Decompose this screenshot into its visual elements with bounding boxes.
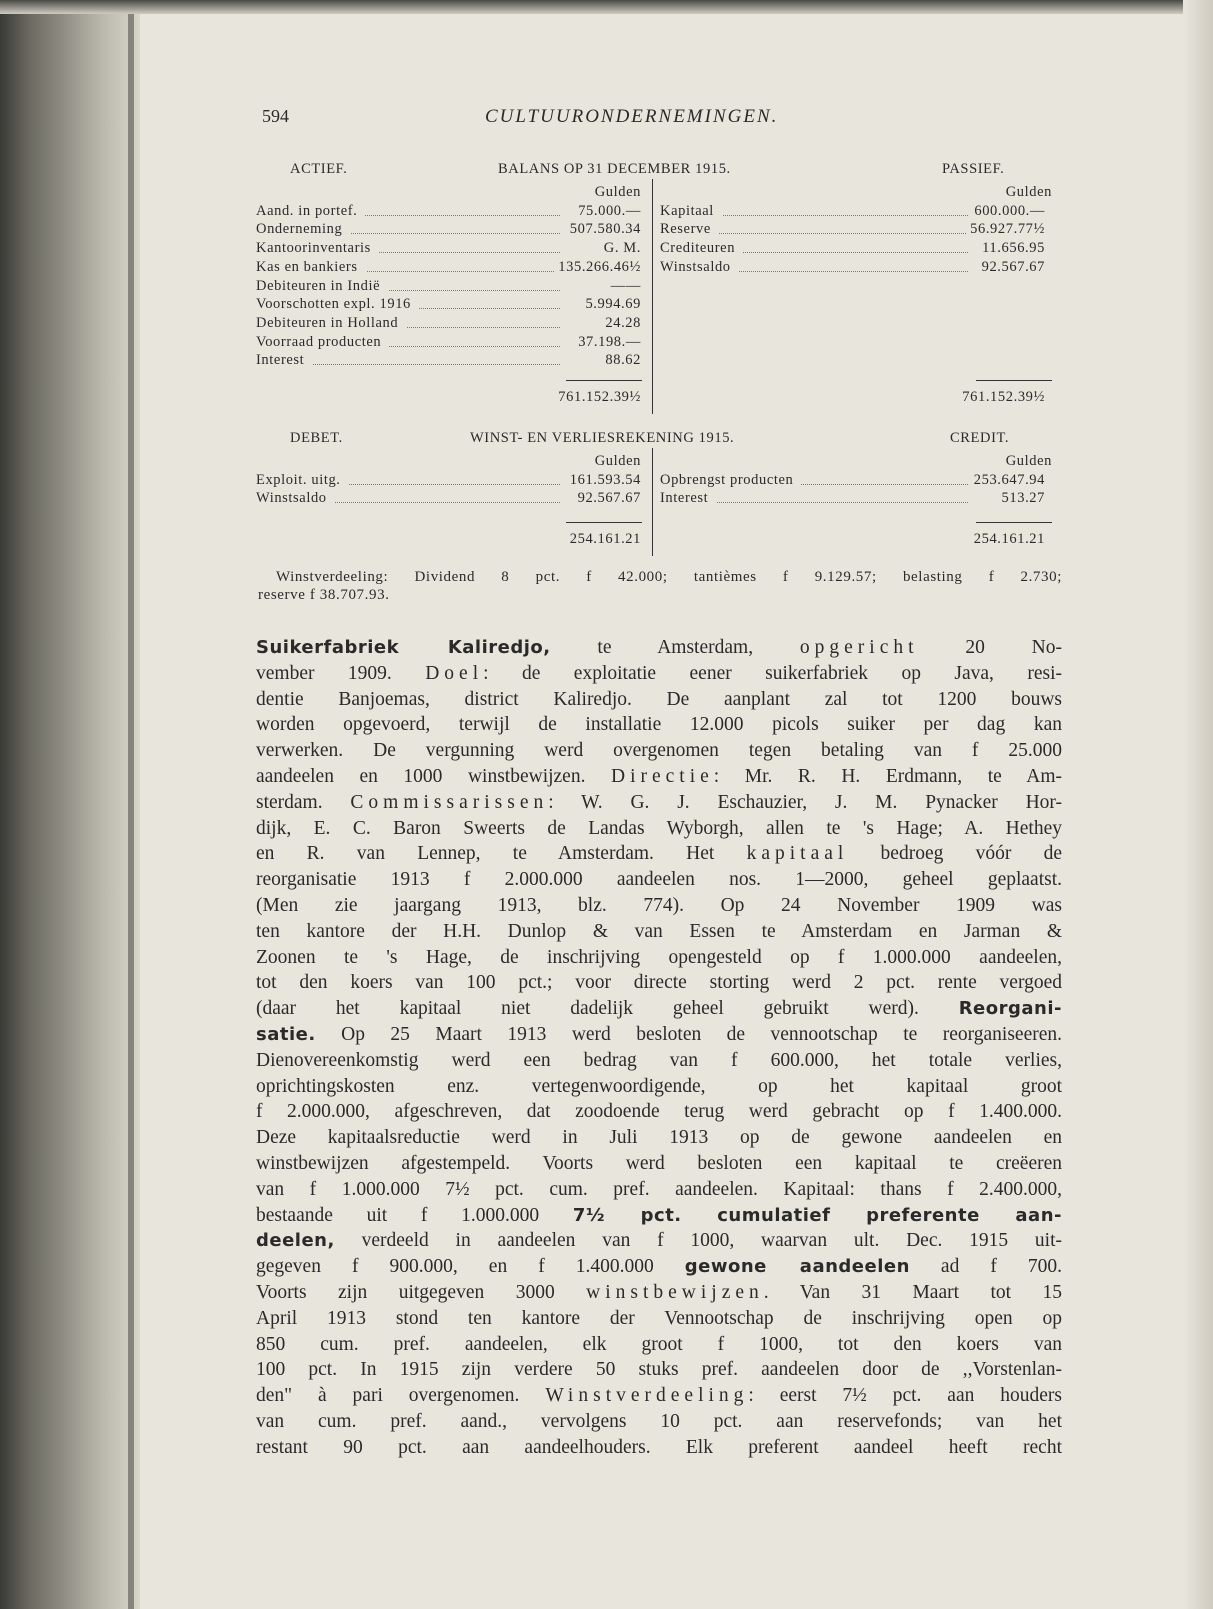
text-segment: Voorts zijn uitgegeven 3000 [256, 1281, 587, 1303]
page-edge [128, 0, 134, 1609]
balance-title: BALANS OP 31 DECEMBER 1915. [498, 161, 731, 177]
profit_loss-right-heading: CREDIT. [950, 430, 1010, 446]
text-segment: van cum. pref. aand., vervolgens 10 pct. aan reservefonds; van het [256, 1410, 1062, 1432]
profit_loss-right-total: 254.161.21 [973, 531, 1045, 547]
profit_loss-title: WINST- EN VERLIESREKENING 1915. [470, 430, 735, 446]
profit_loss-left-currency: Gulden [594, 453, 641, 469]
text-segment: Zoonen te 's Hage, de inschrijving opengesteld op f 1.000.000 aandeelen, [256, 946, 1062, 968]
article-line [256, 919, 1062, 945]
balance-right-heading: PASSIEF. [942, 161, 1005, 177]
balance-row-label: Debiteuren in Holland [256, 314, 406, 333]
balance-row-label: Onderneming [256, 220, 350, 239]
text-segment: worden opgevoerd, terwijl de installatie 12.000 picols suiker per dag kan [256, 714, 1062, 736]
balance-row-value: 92.567.67 [978, 258, 1045, 277]
balance-row-value: 135.266.46½ [554, 258, 641, 277]
text-segment: Deze kapitaalsreductie werd in Juli 1913 op de gewone aandeelen en [256, 1127, 1062, 1149]
balance-row-value: 5.994.69 [581, 295, 641, 314]
text-segment: aandeelen en 1000 winstbewijzen. [256, 765, 611, 787]
text-segment: (Men zie jaargang 1913, blz. 774). Op 24 November 1909 was [256, 894, 1062, 916]
profit_loss-row-value: 92.567.67 [574, 489, 641, 508]
article-line [256, 1177, 1062, 1203]
text-segment: 100 pct. In 1915 zijn verdere 50 stuks pref. aandeelen door de ,,Vorstenlan- [256, 1359, 1062, 1381]
text-segment: dijk, E. C. Baron Sweerts de Landas Wyborgh, allen te 's Hage; A. Hethey [256, 817, 1062, 839]
balance-row-value: 507.580.34 [566, 220, 641, 239]
spaced-term: winstbewijzen [586, 1281, 764, 1303]
balance-row-value: 37.198.— [574, 333, 641, 352]
balance-row-label: Interest [256, 351, 312, 370]
text-segment: Op 25 Maart 1913 werd besloten de vennootschap te reorganiseeren. [315, 1023, 1062, 1045]
text-segment: gegeven f 900.000, en f 1.400.000 [256, 1256, 685, 1278]
spaced-term: opgericht [799, 637, 919, 658]
profit-distribution-line: Winstverdeeling: Dividend 8 pct. f 42.000; tantièmes f 9.129.57; belasting f 2.730; [276, 569, 1062, 585]
book-spine [0, 0, 140, 1609]
balance-row-label: Kas en bankiers [256, 258, 366, 277]
article-line [256, 816, 1062, 842]
article-line [256, 1125, 1062, 1151]
text-segment: : W. G. J. Eschauzier, J. M. Pynacker Hor- [548, 791, 1063, 813]
article-line [256, 893, 1062, 919]
profit_loss-column-divider [652, 448, 653, 556]
profit_loss-row-label: Winstsaldo [256, 489, 335, 508]
article-line [256, 1306, 1062, 1332]
text-segment: : eerst 7½ pct. aan houders [748, 1385, 1062, 1407]
text-segment: f 2.000.000, afgeschreven, dat zoodoende terug werd gebracht op f 1.400.000. [256, 1101, 1062, 1123]
balance-row-label: Voorraad producten [256, 333, 389, 352]
article-line [256, 738, 1062, 764]
article-line [256, 635, 1062, 661]
article-line [256, 687, 1062, 713]
text-segment: te Amsterdam, [550, 637, 800, 658]
article-line [256, 1357, 1062, 1383]
scan-right-edge [1183, 0, 1213, 1609]
text-segment: . Van 31 Maart tot 15 [763, 1281, 1062, 1303]
article-body [256, 635, 1062, 1461]
text-segment: vember 1909. [256, 662, 426, 684]
balance-row-value: —— [607, 277, 641, 296]
balance-row-label: Winstsaldo [660, 258, 739, 277]
profit-distribution [258, 568, 1062, 604]
article-line [256, 1254, 1062, 1280]
article-line [256, 1203, 1062, 1229]
text-segment: : de exploitatie eener suikerfabriek op Java, resi- [483, 662, 1062, 684]
balance-row-label: Reserve [660, 220, 719, 239]
article-line [256, 712, 1062, 738]
article-line [256, 1074, 1062, 1100]
article-line [256, 945, 1062, 971]
article-line [256, 1383, 1062, 1409]
balance-row-value: 56.927.77½ [966, 220, 1045, 239]
profit_loss-row-value: 513.27 [998, 489, 1045, 508]
page-number: 594 [262, 106, 289, 126]
text-segment: bestaande uit f 1.000.000 [256, 1204, 573, 1226]
text-segment: Dienovereenkomstig werd een bedrag van f 600.000, het totale verlies, [256, 1049, 1062, 1071]
profit_loss-left-total: 254.161.21 [569, 531, 641, 547]
bold-term: gewone aandeelen [684, 1256, 910, 1278]
text-segment: April 1913 stond ten kantore der Vennootschap de inschrijving open op [256, 1307, 1062, 1329]
scan-top-edge [0, 0, 1213, 14]
balance-right-sum-rule [976, 380, 1052, 381]
article-line [256, 996, 1062, 1022]
text-segment: (daar het kapitaal niet dadelijk geheel gebruikt werd). [256, 998, 959, 1020]
text-segment: en R. van Lennep, te Amsterdam. Het [256, 843, 747, 865]
balance-left-heading: ACTIEF. [290, 161, 348, 177]
profit_loss-left-heading: DEBET. [290, 430, 343, 446]
article-line [256, 841, 1062, 867]
balance-row-label: Crediteuren [660, 239, 743, 258]
article-line [256, 1099, 1062, 1125]
text-segment: verwerken. De vergunning werd overgenomen tegen betaling van f 25.000 [256, 740, 1062, 762]
balance-row-value: 600.000.— [970, 202, 1045, 221]
bold-term: 7½ pct. cumulatief preferente aan- [572, 1204, 1062, 1226]
bold-term: deelen, [256, 1230, 335, 1252]
balance-row-label: Kantoorinventaris [256, 239, 379, 258]
article-line [256, 1332, 1062, 1358]
balance-column-divider [652, 179, 653, 414]
text-segment: verdeeld in aandeelen van f 1000, waarvan ult. Dec. 1915 uit- [334, 1230, 1062, 1252]
profit-distribution-line: reserve f 38.707.93. [258, 587, 390, 603]
article-line [256, 867, 1062, 893]
article-line [256, 1151, 1062, 1177]
article-line [256, 1435, 1062, 1461]
article-line [256, 1280, 1062, 1306]
text-segment: : Mr. R. H. Erdmann, te Am- [713, 765, 1062, 787]
balance-row-label: Kapitaal [660, 202, 722, 221]
text-segment: sterdam. [256, 791, 351, 813]
spaced-term: Doel [425, 662, 484, 684]
article-line [256, 790, 1062, 816]
bold-term: satie. [256, 1023, 316, 1045]
balance-row-label: Aand. in portef. [256, 202, 365, 221]
balance-row-value: 88.62 [601, 351, 641, 370]
text-segment: bedroeg vóór de [848, 843, 1063, 865]
profit_loss-right-currency: Gulden [1005, 453, 1052, 469]
text-segment: 850 cum. pref. aandeelen, elk groot f 1000, tot den koers van [256, 1333, 1062, 1355]
article-line [256, 1409, 1062, 1435]
article-line [256, 764, 1062, 790]
text-segment: van f 1.000.000 7½ pct. cum. pref. aandeelen. Kapitaal: thans f 2.400.000, [256, 1178, 1062, 1200]
spaced-term: Winstverdeeling [545, 1385, 749, 1407]
profit_loss-row-label: Interest [660, 489, 716, 508]
text-segment: ten kantore der H.H. Dunlop & van Essen te Amsterdam en Jarman & [256, 920, 1062, 942]
text-segment: dentie Banjoemas, district Kaliredjo. De aanplant zal tot 1200 bouws [256, 688, 1062, 710]
balance-row-value: 24.28 [601, 314, 641, 333]
spaced-term: kapitaal [746, 843, 849, 865]
text-segment: reorganisatie 1913 f 2.000.000 aandeelen nos. 1—2000, geheel geplaatst. [256, 869, 1062, 891]
running-title: CULTUURONDERNEMINGEN. [485, 106, 779, 127]
balance-row-label: Voorschotten expl. 1916 [256, 295, 419, 314]
text-segment: 20 No- [918, 637, 1062, 658]
text-segment: restant 90 pct. aan aandeelhouders. Elk preferent aandeel heeft recht [256, 1436, 1062, 1458]
balance-left-total: 761.152.39½ [558, 389, 641, 405]
profit_loss-row-label: Opbrengst producten [660, 471, 801, 490]
balance-right-total: 761.152.39½ [962, 389, 1045, 405]
balance-row-label: Debiteuren in Indië [256, 277, 388, 296]
text-segment: den" à pari overgenomen. [256, 1385, 546, 1407]
article-line [256, 1228, 1062, 1254]
article-line [256, 970, 1062, 996]
spaced-term: Commissarissen [350, 791, 549, 813]
text-segment: ad f 700. [909, 1256, 1063, 1278]
spaced-term: Directie [611, 765, 714, 787]
profit_loss-row-label: Exploit. uitg. [256, 471, 349, 490]
balance-row-value: 75.000.— [574, 202, 641, 221]
balance-left-sum-rule [566, 380, 642, 381]
article-line [256, 661, 1062, 687]
text-segment: tot den koers van 100 pct.; voor directe storting werd 2 pct. rente vergoed [256, 972, 1062, 994]
balance-right-currency: Gulden [1005, 184, 1052, 200]
bold-term: Reorgani- [958, 998, 1062, 1020]
article-line [256, 1022, 1062, 1048]
text-segment: winstbewijzen afgestempeld. Voorts werd besloten een kapitaal te creëeren [256, 1152, 1062, 1174]
profit_loss-row-value: 253.647.94 [970, 471, 1045, 490]
profit_loss-row-value: 161.593.54 [566, 471, 641, 490]
article-line [256, 1048, 1062, 1074]
balance-left-currency: Gulden [594, 184, 641, 200]
balance-row-value: 11.656.95 [978, 239, 1045, 258]
bold-term: Suikerfabriek Kaliredjo, [256, 637, 551, 658]
profit_loss-left-sum-rule [566, 522, 642, 523]
text-segment: oprichtingskosten enz. vertegenwoordigende, op het kapitaal groot [256, 1075, 1062, 1097]
profit_loss-right-sum-rule [976, 522, 1052, 523]
balance-row-value: G. M. [600, 239, 641, 258]
